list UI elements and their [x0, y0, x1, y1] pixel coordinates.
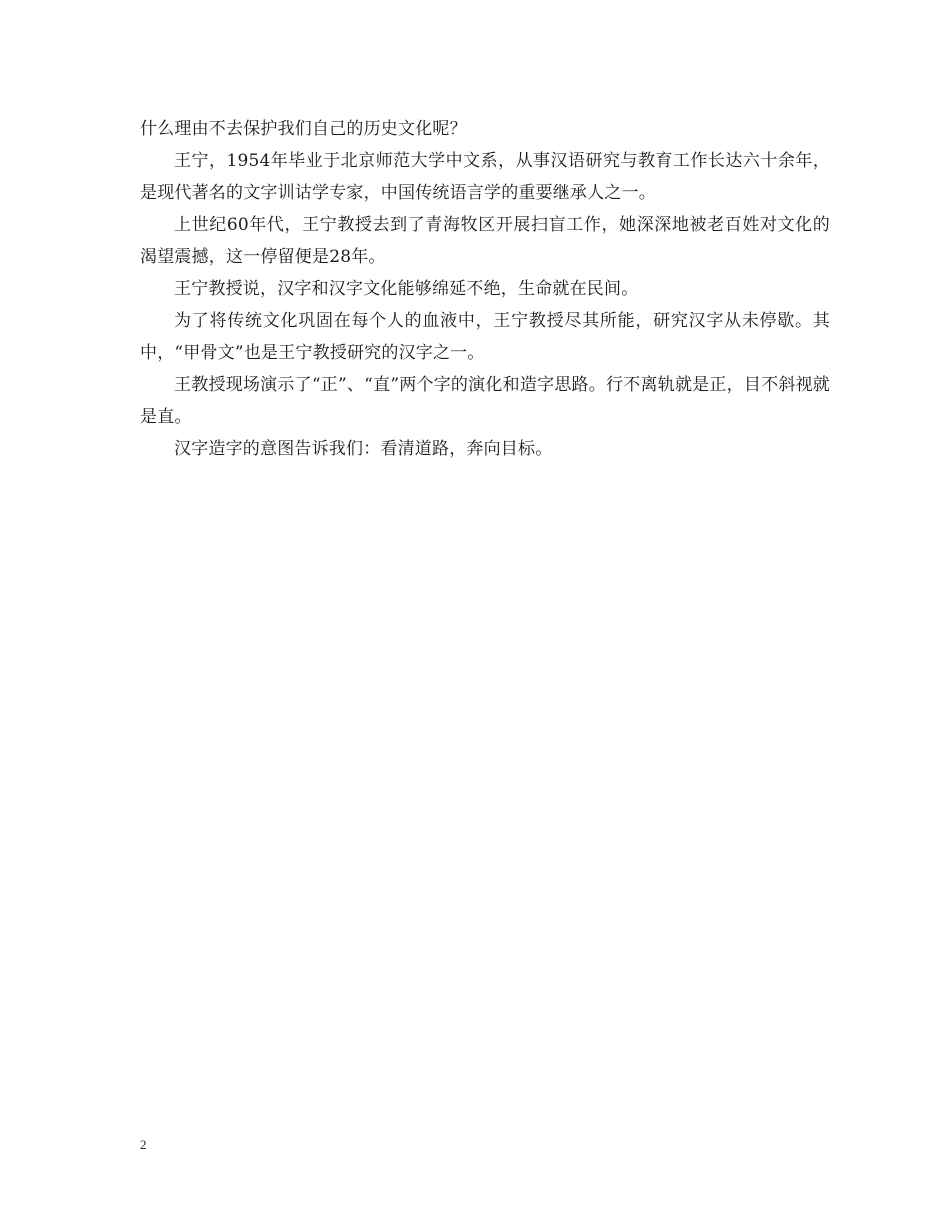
paragraph: 为了将传统文化巩固在每个人的血液中，王宁教授尽其所能，研究汉字从未停歇。其中，“甲骨文”也是王宁教授研究的汉字之一。	[140, 311, 830, 363]
paragraph: 汉字造字的意图告诉我们：看清道路，奔向目标。	[174, 439, 553, 459]
body-text	[140, 113, 830, 465]
paragraph: 上世纪60年代，王宁教授去到了青海牧区开展扫盲工作，她深深地被老百姓对文化的渴望震撼，这一停留便是28年。	[140, 215, 830, 267]
paragraph: 王宁，1954年毕业于北京师范大学中文系，从事汉语研究与教育工作长达六十余年，是现代著名的文字训诂学专家，中国传统语言学的重要继承人之一。	[140, 151, 830, 203]
paragraph: 什么理由不去保护我们自己的历史文化呢？	[140, 119, 467, 139]
page-number: 2	[140, 1137, 147, 1152]
paragraph: 王宁教授说，汉字和汉字文化能够绵延不绝，生命就在民间。	[174, 279, 639, 299]
paragraph: 王教授现场演示了“正”、“直”两个字的演化和造字思路。行不离轨就是正，目不斜视就是直。	[140, 375, 830, 427]
